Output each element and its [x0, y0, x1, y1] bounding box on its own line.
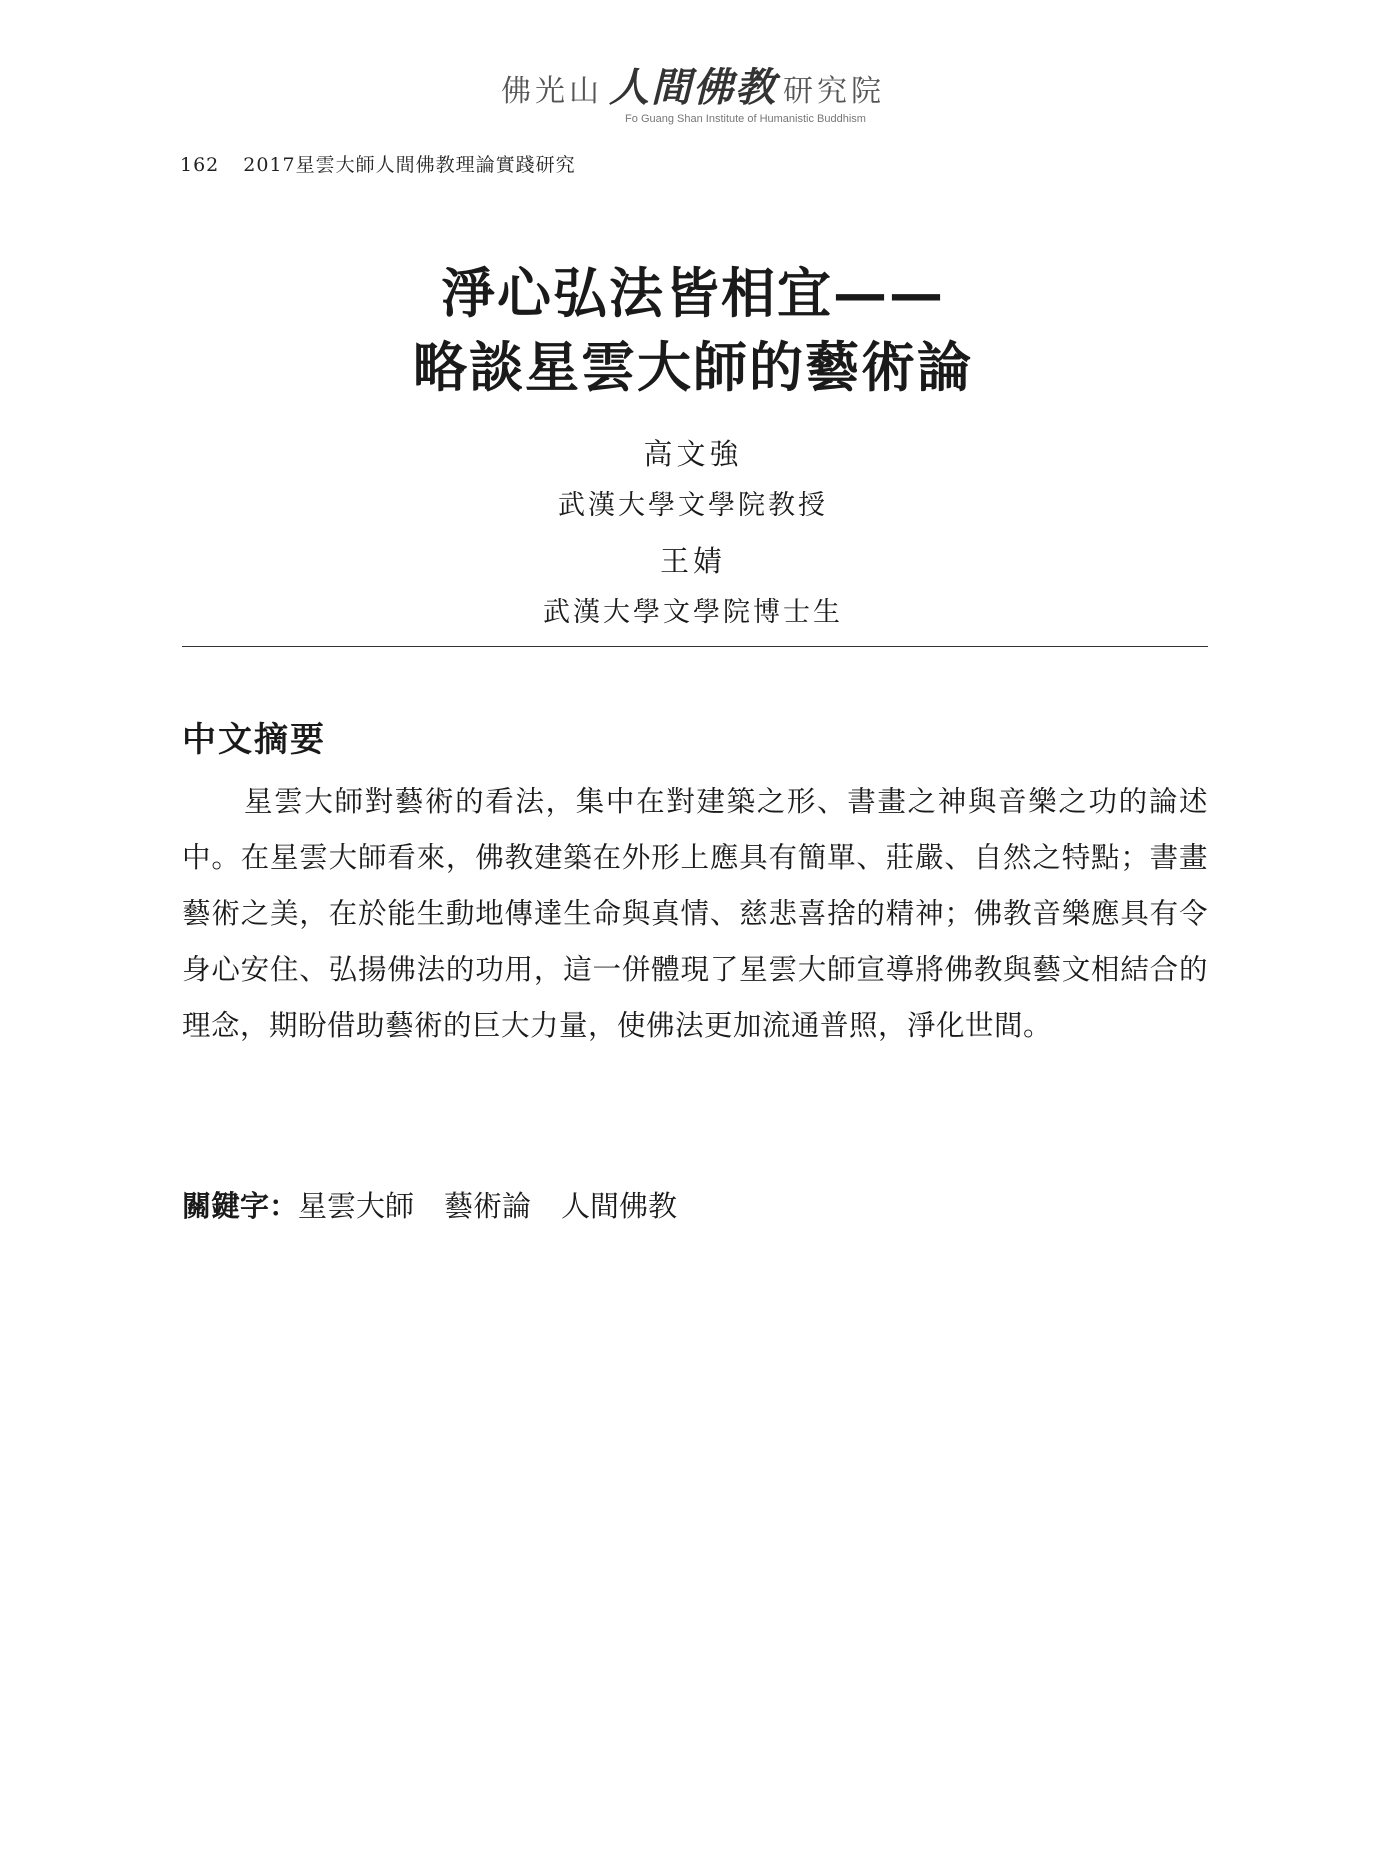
keywords: [182, 1184, 707, 1225]
paper-title: [0, 256, 1386, 404]
keyword-item: 星雲大師: [298, 1189, 415, 1223]
author-affiliation-2: 武漢大學文學院博士生: [543, 597, 843, 628]
logo-title: [501, 56, 885, 113]
author-name-1: 高文強: [643, 437, 743, 471]
title-line-2: 略談星雲大師的藝術論: [413, 335, 973, 399]
keywords-label: 關鍵字：: [182, 1189, 299, 1223]
author-name-2: 王婧: [659, 544, 726, 578]
keyword-item: 人間佛教: [561, 1189, 678, 1223]
logo-subtitle: Fo Guang Shan Institute of Humanistic Buddhism: [625, 113, 866, 125]
logo-left-text: 佛光山: [501, 74, 603, 109]
author-affiliation-1: 武漢大學文學院教授: [558, 490, 828, 521]
header-divider: [182, 646, 1208, 647]
abstract-heading: 中文摘要: [182, 720, 326, 760]
title-line-1: 淨心弘法皆相宜——: [441, 261, 945, 325]
keyword-item: 藝術論: [444, 1189, 532, 1223]
institute-logo: [0, 56, 1386, 125]
book-title: 2017星雲大師人間佛教理論實踐研究: [243, 154, 576, 176]
running-head: [180, 150, 576, 177]
logo-calligraphy-text: 人間佛教: [609, 64, 777, 111]
logo-right-text: 研究院: [783, 74, 885, 109]
abstract-body: 星雲大師對藝術的看法，集中在對建築之形、書畫之神與音樂之功的論述中。在星雲大師看來，佛教建築在外形上應具有簡單、莊嚴、自然之特點；書畫藝術之美，在於能生動地傳達生命與真情、慈悲喜捨的精神；佛教音樂應具有令身心安住、弘揚佛法的功用，這一併體現了星雲大師宣導將佛教與藝文相結合的理念，期盼借助藝術的巨大力量，使佛法更加流通普照，淨化世間。: [182, 785, 1208, 1042]
page-number: 162: [180, 154, 220, 176]
